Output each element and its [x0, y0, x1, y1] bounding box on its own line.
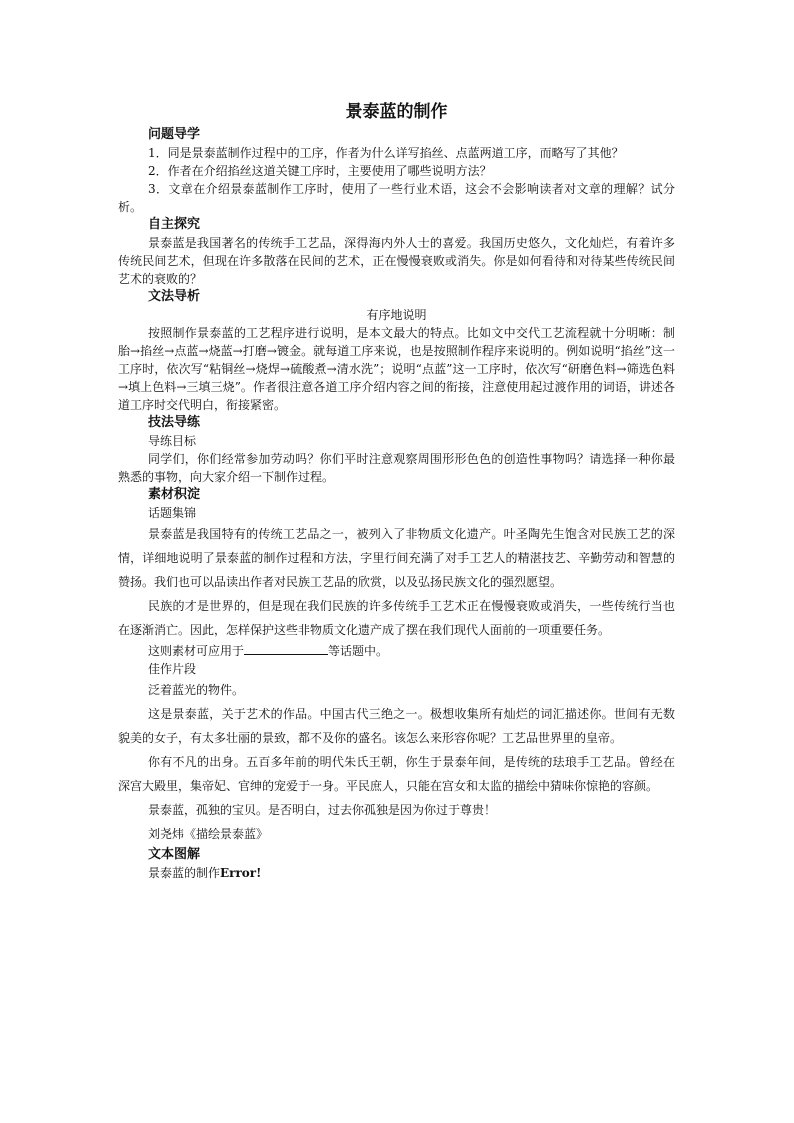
excerpt-line-4: 景泰蓝，孤独的宝贝。是否明白，过去你孤独是因为你过于尊贵！	[148, 803, 497, 817]
page-title: 景泰蓝的制作	[345, 102, 448, 122]
question-1: 1．同是景泰蓝制作过程中的工序，作者为什么详写掐丝、点蓝两道工序，而略写了其他？	[148, 146, 624, 160]
diagram-error-text: Error!	[220, 866, 262, 880]
material-paragraph-1: 景泰蓝是我国特有的传统工艺品之一，被列入了非物质文化遗产。叶圣陶先生饱含对民族工艺的深情，详细地说明了景泰蓝的制作过程和方法，字里行间充满了对手工艺人的精湛技艺、辛勤劳动和智慧的赞扬。我们也可以品读出作者对民族工艺品的欣赏，以及弘扬民族文化的强烈愿望。	[118, 527, 675, 589]
question-3: 3．文章在介绍景泰蓝制作工序时，使用了一些行业术语，这会不会影响读者对文章的理解？试分析。	[118, 182, 675, 214]
section-heading-explore: 自主探究	[148, 217, 201, 232]
practice-subheading: 导练目标	[148, 434, 197, 448]
diagram-line	[148, 864, 675, 882]
material-subheading-excerpt: 佳作片段	[148, 662, 197, 676]
section-heading-practice: 技法导练	[148, 415, 201, 430]
material-p3-after: 等话题中。	[328, 644, 389, 658]
excerpt-line-1: 泛着蓝光的物件。	[148, 683, 245, 697]
practice-paragraph: 同学们，你们经常参加劳动吗？你们平时注意观察周围形形色色的创造性事物吗？请选择一种你最熟悉的事物，向大家介绍一下制作过程。	[118, 452, 675, 484]
section-heading-material: 素材积淀	[148, 487, 201, 502]
analysis-subtitle: 有序地说明	[366, 308, 427, 322]
excerpt-author: 刘尧炜《描绘景泰蓝》	[148, 827, 269, 841]
excerpt-paragraph-3: 你有不凡的出身。五百多年前的明代朱氏王朝，你生于景泰年间，是传统的珐琅手工艺品。曾经在深宫大殿里，集帝妃、官绅的宠爱于一身。平民庶人，只能在宫女和太监的描绘中猜味你惊艳的容颜。	[118, 755, 675, 793]
explore-paragraph: 景泰蓝是我国著名的传统手工艺品，深得海内外人士的喜爱。我国历史悠久，文化灿烂，有着许多传统民间艺术，但现在许多散落在民间的艺术，正在慢慢衰败或消失。你是如何看待和对待某些传统民间艺术的衰败的？	[118, 236, 675, 286]
question-2: 2．作者在介绍掐丝这道关键工序时，主要使用了哪些说明方法？	[148, 164, 492, 178]
material-paragraph-2: 民族的才是世界的，但是现在我们民族的许多传统手工艺术正在慢慢衰败或消失，一些传统行当也在逐渐消亡。因此，怎样保护这些非物质文化遗产成了摆在我们现代人面前的一项重要任务。	[118, 599, 675, 637]
material-p3-before: 这则素材可应用于	[148, 644, 245, 658]
material-paragraph-3	[118, 642, 675, 660]
document-content	[118, 100, 675, 882]
section-heading-analysis: 文法导析	[148, 289, 201, 304]
fill-in-blank	[244, 642, 328, 655]
material-subheading-topics: 话题集锦	[148, 506, 197, 520]
excerpt-paragraph-2: 这是景泰蓝，关于艺术的作品。中国古代三绝之一。极想收集所有灿烂的词汇描述你。世间有无数貌美的女子，有太多壮丽的景致，都不及你的盛名。该怎么来形容你呢？工艺品世界里的皇帝。	[118, 707, 675, 745]
section-heading-guide: 问题导学	[148, 127, 201, 142]
diagram-line-text: 景泰蓝的制作	[148, 866, 221, 880]
analysis-paragraph: 按照制作景泰蓝的工艺程序进行说明，是本文最大的特点。比如文中交代工艺流程就十分明晰：制胎→掐丝→点蓝→烧蓝→打磨→镀金。就每道工序来说，也是按照制作程序来说明的。例如说明“掐丝”这一工序时，依次写“粘铜丝→烧焊→硫酸煮→清水洗”；说明“点蓝”这一工序时，依次写“研磨色料→筛选色料→填上色料→三填三烧”。作者很注意各道工序介绍内容之间的衔接，注意使用起过渡作用的词语，讲述各道工序时交代明白，衔接紧密。	[118, 326, 675, 412]
section-heading-diagram: 文本图解	[148, 847, 201, 862]
